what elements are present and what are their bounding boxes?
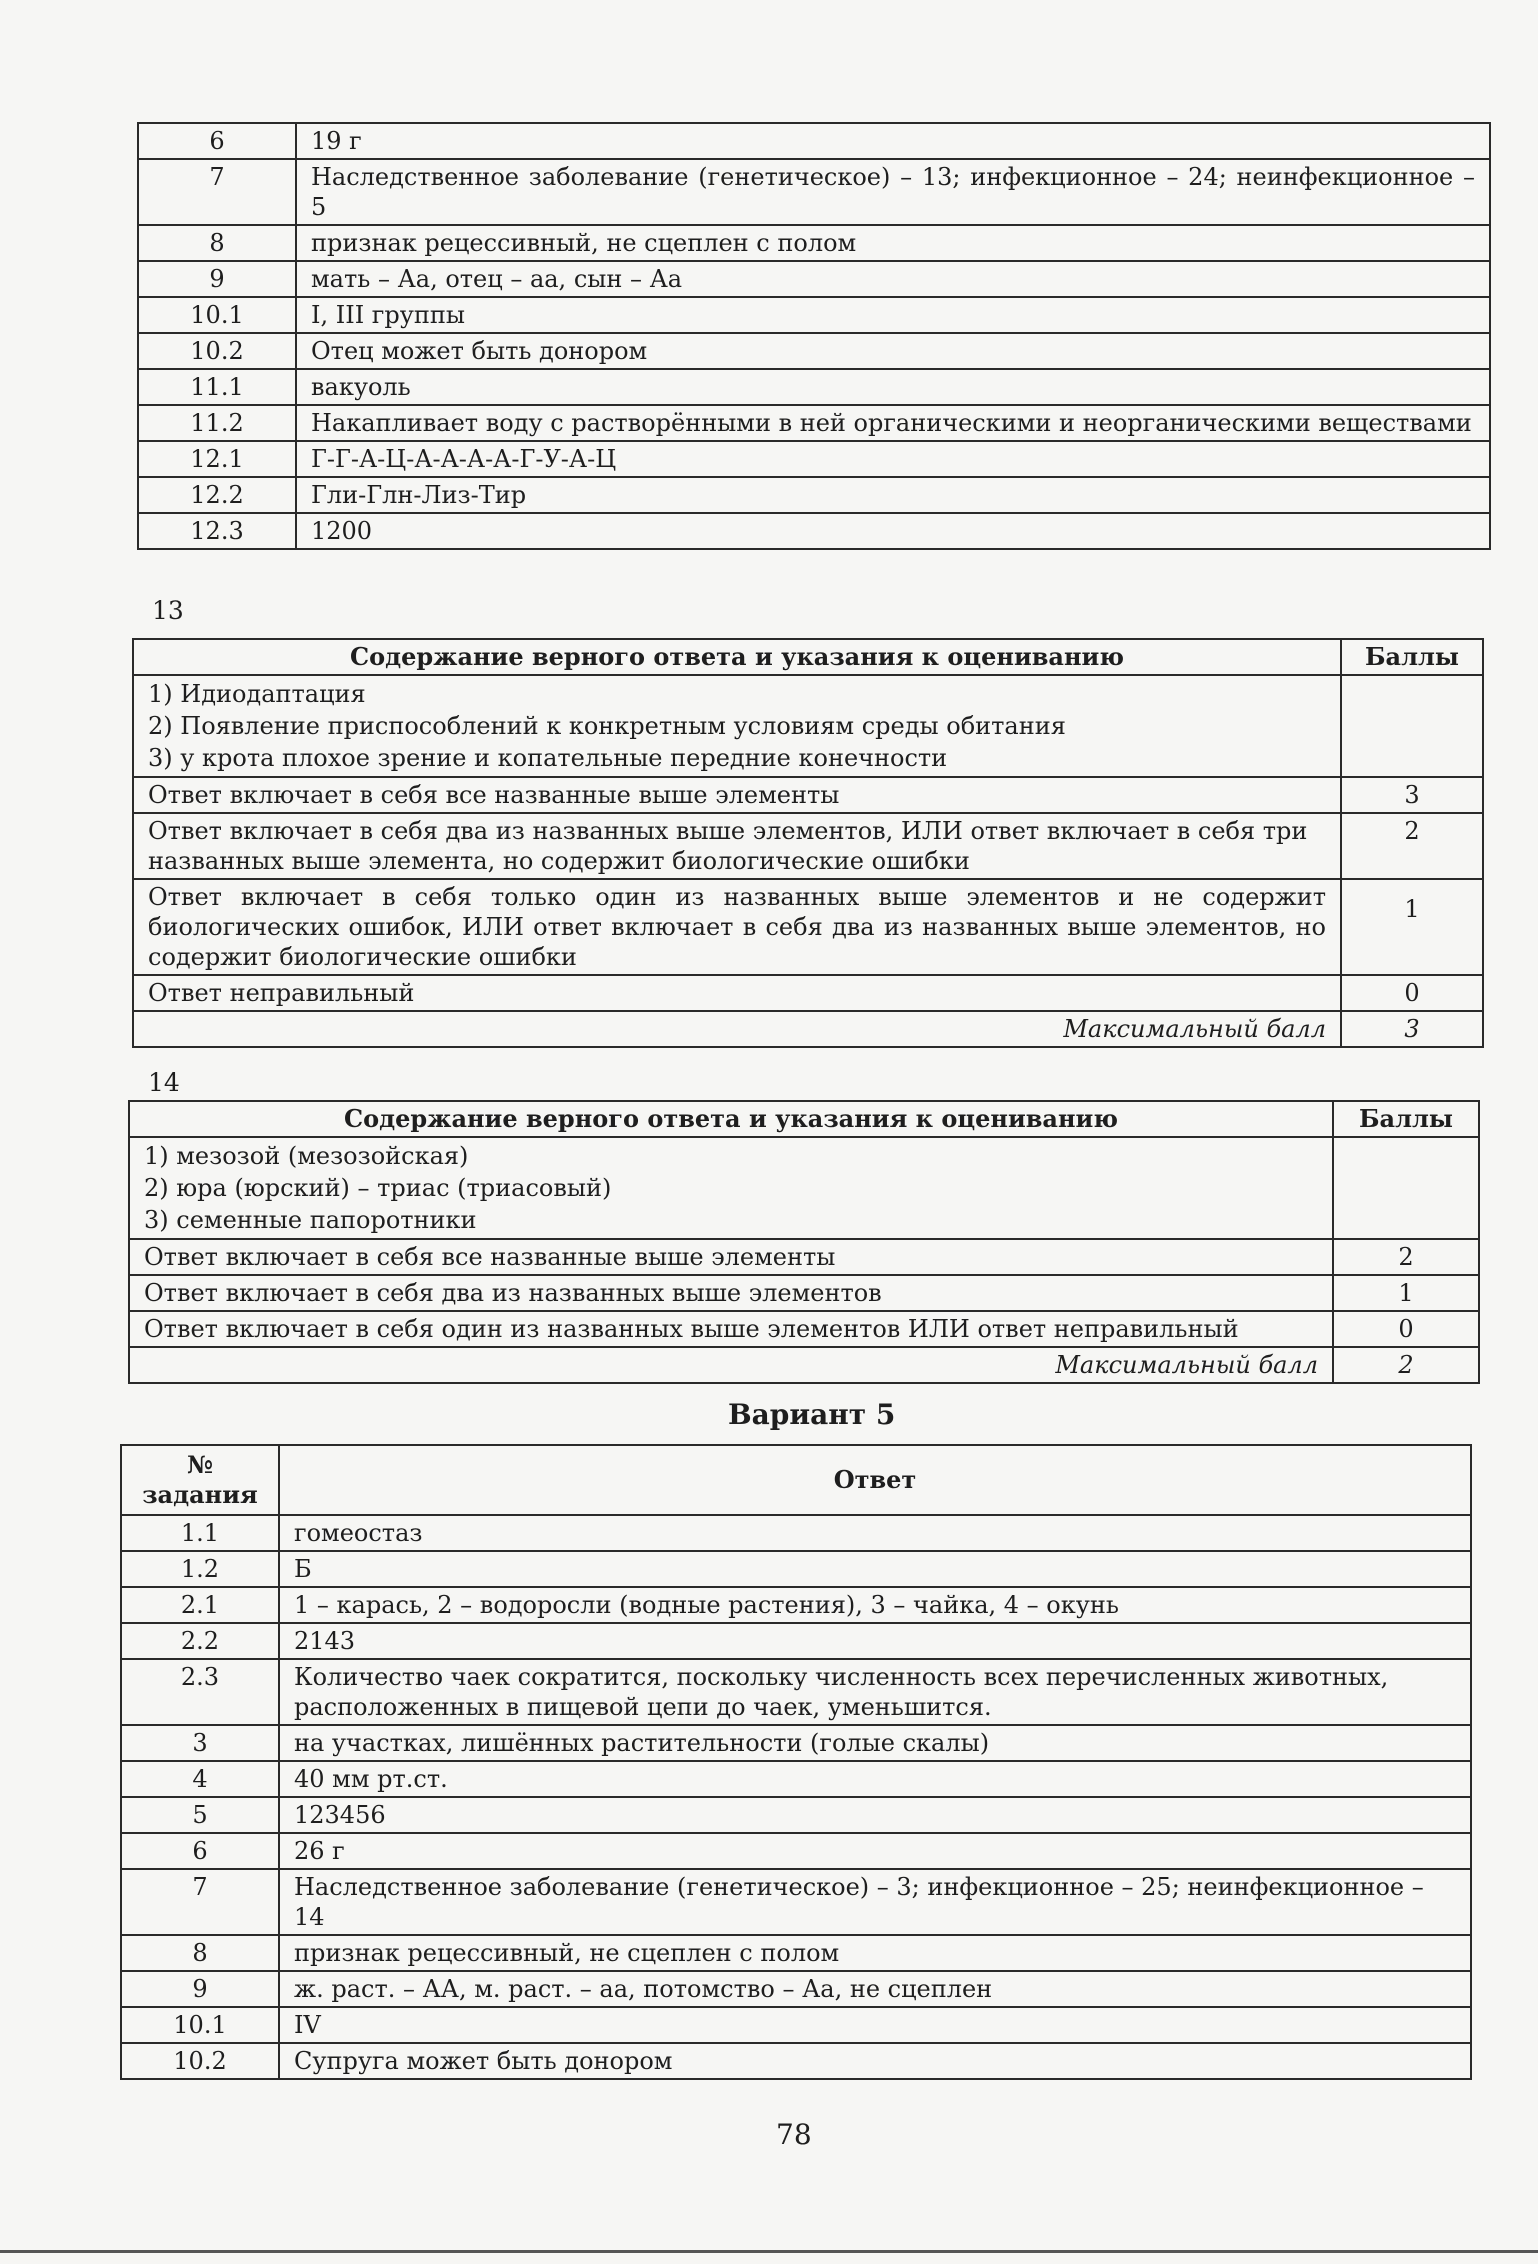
task-number: 2.1 <box>121 1587 279 1623</box>
max-score-row <box>129 1347 1479 1383</box>
page-number: 78 <box>776 2118 812 2151</box>
table-row <box>138 369 1490 405</box>
table-row <box>138 159 1490 225</box>
table-row <box>121 1725 1471 1761</box>
table-row <box>138 333 1490 369</box>
task-number: 8 <box>138 225 296 261</box>
answer-cell: гомеостаз <box>279 1515 1471 1551</box>
criteria-row <box>129 1311 1479 1347</box>
task-number: 2.2 <box>121 1623 279 1659</box>
answer-cell: Супруга может быть донором <box>279 2043 1471 2079</box>
answer-cell: 123456 <box>279 1797 1471 1833</box>
table-header-row <box>129 1101 1479 1137</box>
table-row <box>121 1761 1471 1797</box>
task-number: 10.2 <box>138 333 296 369</box>
table-row <box>121 2043 1471 2079</box>
criteria-row <box>129 1275 1479 1311</box>
answer-cell: 2143 <box>279 1623 1471 1659</box>
criteria-score: 2 <box>1341 813 1483 879</box>
element-item: 3) семенные папоротники <box>144 1206 477 1234</box>
table-header-row <box>121 1445 1471 1515</box>
answer-cell: Накапливает воду с растворёнными в ней органическими и неорганическими веществами <box>296 405 1490 441</box>
variant-title: Вариант 5 <box>728 1398 896 1431</box>
table-row <box>138 261 1490 297</box>
task-number: 2.3 <box>121 1659 279 1725</box>
table-row <box>138 477 1490 513</box>
task-number: 6 <box>138 123 296 159</box>
scan-edge-line <box>0 2250 1538 2253</box>
answer-cell: 40 мм рт.ст. <box>279 1761 1471 1797</box>
table-row <box>121 1659 1471 1725</box>
task-number: 3 <box>121 1725 279 1761</box>
criteria-text: Ответ неправильный <box>133 975 1341 1011</box>
section-14-table <box>128 1100 1480 1384</box>
content-header: Содержание верного ответа и указания к оцениванию <box>129 1101 1333 1137</box>
element-item: 1) мезозой (мезозойская) <box>144 1142 469 1170</box>
criteria-score: 1 <box>1341 879 1483 975</box>
section-13-label: 13 <box>152 596 184 625</box>
task-number: 10.1 <box>121 2007 279 2043</box>
criteria-score: 3 <box>1341 777 1483 813</box>
criteria-text: Ответ включает в себя все названные выше элементы <box>129 1239 1333 1275</box>
answer-cell: Г-Г-А-Ц-А-А-А-А-Г-У-А-Ц <box>296 441 1490 477</box>
answer-cell: Количество чаек сократится, поскольку численность всех перечисленных животных, расположенных в пищевой цепи до чаек, уменьшится. <box>279 1659 1471 1725</box>
section-13-table <box>132 638 1484 1048</box>
score-header: Баллы <box>1341 639 1483 675</box>
max-score-label: Максимальный балл <box>133 1011 1341 1047</box>
answer-cell: 19 г <box>296 123 1490 159</box>
element-item: 1) Идиодаптация <box>148 680 366 708</box>
table-row <box>121 2007 1471 2043</box>
answer-cell: ж. раст. – АА, м. раст. – аа, потомство – Аа, не сцеплен <box>279 1971 1471 2007</box>
answer-cell: 1200 <box>296 513 1490 549</box>
element-item: 2) Появление приспособлений к конкретным условиям среды обитания <box>148 712 1066 740</box>
elements-row <box>129 1137 1479 1239</box>
criteria-row <box>133 879 1483 975</box>
max-score-label: Максимальный балл <box>129 1347 1333 1383</box>
table-row <box>138 123 1490 159</box>
element-item: 3) у крота плохое зрение и копательные передние конечности <box>148 744 948 772</box>
table-row <box>121 1515 1471 1551</box>
task-number: 12.3 <box>138 513 296 549</box>
table-row <box>138 441 1490 477</box>
answer-elements <box>133 675 1341 777</box>
empty-score-cell <box>1341 675 1483 777</box>
criteria-row <box>133 975 1483 1011</box>
table-row <box>121 1971 1471 2007</box>
task-number: 7 <box>121 1869 279 1935</box>
answer-cell: признак рецессивный, не сцеплен с полом <box>279 1935 1471 1971</box>
section-14-label: 14 <box>148 1068 180 1097</box>
criteria-row <box>129 1239 1479 1275</box>
table-row <box>121 1935 1471 1971</box>
max-score-value: 3 <box>1341 1011 1483 1047</box>
task-number: 11.2 <box>138 405 296 441</box>
answer-header: Ответ <box>279 1445 1471 1515</box>
criteria-row <box>133 813 1483 879</box>
answer-cell: 1 – карась, 2 – водоросли (водные растения), 3 – чайка, 4 – окунь <box>279 1587 1471 1623</box>
criteria-text: Ответ включает в себя все названные выше элементы <box>133 777 1341 813</box>
answer-cell: I, III группы <box>296 297 1490 333</box>
table-row <box>121 1623 1471 1659</box>
task-number: 8 <box>121 1935 279 1971</box>
max-score-value: 2 <box>1333 1347 1479 1383</box>
criteria-score: 1 <box>1333 1275 1479 1311</box>
table-row <box>138 225 1490 261</box>
task-number: 9 <box>121 1971 279 2007</box>
task-number: 10.2 <box>121 2043 279 2079</box>
score-header: Баллы <box>1333 1101 1479 1137</box>
task-number: 10.1 <box>138 297 296 333</box>
element-item: 2) юра (юрский) – триас (триасовый) <box>144 1174 612 1202</box>
task-number-header: № задания <box>121 1445 279 1515</box>
criteria-row <box>133 777 1483 813</box>
table-row <box>121 1869 1471 1935</box>
content-header: Содержание верного ответа и указания к оцениванию <box>133 639 1341 675</box>
table-row <box>121 1797 1471 1833</box>
task-number: 6 <box>121 1833 279 1869</box>
task-number: 4 <box>121 1761 279 1797</box>
task-number: 11.1 <box>138 369 296 405</box>
criteria-text: Ответ включает в себя только один из названных выше элементов и не содержит биологических ошибок, ИЛИ ответ включает в себя два из названных выше элементов, но содержит биологические ошибки <box>133 879 1341 975</box>
answer-cell: Наследственное заболевание (генетическое) – 3; инфекционное – 25; неинфекционное – 14 <box>279 1869 1471 1935</box>
task-number: 5 <box>121 1797 279 1833</box>
answer-cell: на участках, лишённых растительности (голые скалы) <box>279 1725 1471 1761</box>
elements-row <box>133 675 1483 777</box>
answer-cell: вакуоль <box>296 369 1490 405</box>
max-score-row <box>133 1011 1483 1047</box>
table-row <box>138 297 1490 333</box>
criteria-score: 0 <box>1333 1311 1479 1347</box>
answer-cell: Гли-Глн-Лиз-Тир <box>296 477 1490 513</box>
table-row <box>121 1551 1471 1587</box>
answer-cell: 26 г <box>279 1833 1471 1869</box>
answer-cell: Наследственное заболевание (генетическое) – 13; инфекционное – 24; неинфекционное – 5 <box>296 159 1490 225</box>
table-row <box>121 1833 1471 1869</box>
criteria-text: Ответ включает в себя два из названных выше элементов <box>129 1275 1333 1311</box>
criteria-score: 2 <box>1333 1239 1479 1275</box>
criteria-score: 0 <box>1341 975 1483 1011</box>
empty-score-cell <box>1333 1137 1479 1239</box>
answer-elements <box>129 1137 1333 1239</box>
answer-cell: Отец может быть донором <box>296 333 1490 369</box>
variant-5-table <box>120 1444 1472 2080</box>
criteria-text: Ответ включает в себя два из названных выше элементов, ИЛИ ответ включает в себя три названных выше элемента, но содержит биологические ошибки <box>133 813 1341 879</box>
answer-cell: мать – Аа, отец – аа, сын – Аа <box>296 261 1490 297</box>
table-row <box>138 405 1490 441</box>
answer-cell: IV <box>279 2007 1471 2043</box>
answer-cell: Б <box>279 1551 1471 1587</box>
task-number: 1.2 <box>121 1551 279 1587</box>
table-row <box>138 513 1490 549</box>
criteria-text: Ответ включает в себя один из названных выше элементов ИЛИ ответ неправильный <box>129 1311 1333 1347</box>
task-number: 9 <box>138 261 296 297</box>
task-number: 1.1 <box>121 1515 279 1551</box>
task-number: 12.1 <box>138 441 296 477</box>
task-number: 7 <box>138 159 296 225</box>
answers-table-top <box>137 122 1491 550</box>
table-row <box>121 1587 1471 1623</box>
task-number: 12.2 <box>138 477 296 513</box>
table-header-row <box>133 639 1483 675</box>
answer-cell: признак рецессивный, не сцеплен с полом <box>296 225 1490 261</box>
